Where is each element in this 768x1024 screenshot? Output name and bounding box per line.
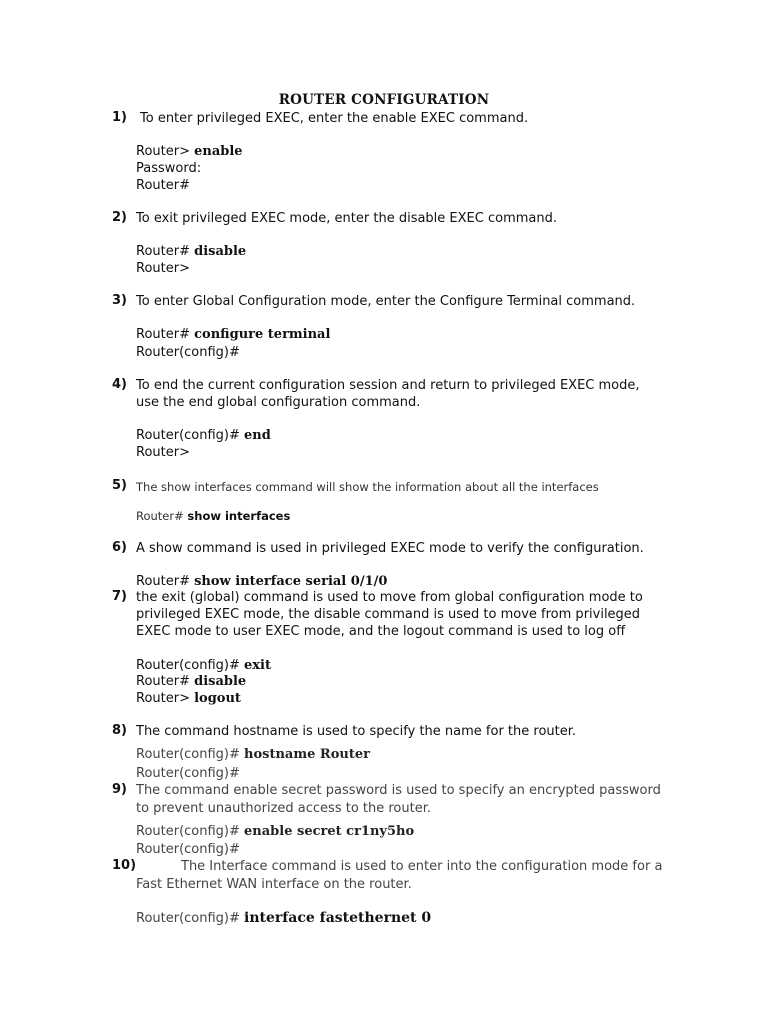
code-command: interface fastethernet 0 <box>244 910 432 926</box>
item-number: 1) <box>112 110 127 125</box>
code-line <box>136 177 190 194</box>
code-command: enable <box>194 144 243 159</box>
code-prompt: Router(config)# <box>136 747 245 762</box>
item-description: Fast Ethernet WAN interface on the router. <box>136 877 412 892</box>
code-prompt: Router# <box>136 244 195 259</box>
code-prompt: Router# <box>136 327 195 342</box>
item-description: The show interfaces command will show the information about all the interfaces <box>136 480 599 494</box>
code-prompt: Router(config)# <box>136 658 245 673</box>
code-line <box>136 841 240 858</box>
item-number: 3) <box>112 293 127 308</box>
item-description: The command hostname is used to specify the name for the router. <box>136 724 577 739</box>
page-title: ROUTER CONFIGURATION <box>278 92 490 108</box>
code-prompt: Router(config)# <box>136 824 245 839</box>
code-command: disable <box>194 674 247 689</box>
code-command: end <box>244 428 271 443</box>
item-number: 7) <box>112 589 127 604</box>
item-number: 2) <box>112 210 127 225</box>
code-command: show interfaces <box>187 509 291 523</box>
code-prompt: Router# <box>136 178 190 193</box>
code-line <box>136 143 243 160</box>
code-command: logout <box>194 691 241 706</box>
item-description: privileged EXEC mode, the disable command is used to move from privileged <box>136 607 641 622</box>
item-number: 5) <box>112 478 127 493</box>
item-description: The command enable secret password is used to specify an encrypted password <box>136 783 661 798</box>
item-description: To enter privileged EXEC, enter the enable EXEC command. <box>140 111 529 126</box>
item-description: To exit privileged EXEC mode, enter the disable EXEC command. <box>136 211 557 226</box>
code-line <box>136 326 330 343</box>
code-line <box>136 260 190 277</box>
code-prompt: Router(config)# <box>136 345 240 360</box>
code-command: disable <box>194 244 247 259</box>
code-command: show interface serial 0/1/0 <box>194 574 388 589</box>
item-description: EXEC mode to user EXEC mode, and the logout command is used to log off <box>136 624 626 639</box>
item-number: 8) <box>112 723 127 738</box>
item-description: To end the current configuration session and return to privileged EXEC mode, <box>136 378 640 393</box>
code-line <box>136 673 246 690</box>
code-prompt: Router# <box>136 574 195 589</box>
code-line <box>136 765 240 782</box>
code-line <box>136 823 414 840</box>
item-description: The Interface command is used to enter into the configuration mode for a <box>181 859 663 874</box>
code-prompt: Router> <box>136 691 195 706</box>
code-line <box>136 344 240 361</box>
code-prompt: Router(config)# <box>136 428 245 443</box>
code-line <box>136 910 431 927</box>
code-prompt: Router> <box>136 144 195 159</box>
item-number: 9) <box>112 782 127 797</box>
code-prompt: Router> <box>136 445 190 460</box>
item-number: 10) <box>112 858 137 873</box>
code-line <box>136 444 190 461</box>
item-number: 4) <box>112 377 127 392</box>
code-line <box>136 690 241 707</box>
item-description: the exit (global) command is used to move from global configuration mode to <box>136 590 643 605</box>
code-line <box>136 508 290 525</box>
code-prompt: Router> <box>136 261 190 276</box>
code-line <box>136 243 246 260</box>
code-line <box>136 746 370 763</box>
code-prompt: Router(config)# <box>136 766 240 781</box>
item-number: 6) <box>112 540 127 555</box>
item-description: use the end global configuration command. <box>136 395 421 410</box>
code-command: configure terminal <box>194 327 331 342</box>
item-description: A show command is used in privileged EXEC mode to verify the configuration. <box>136 541 644 556</box>
item-description: to prevent unauthorized access to the router. <box>136 801 432 816</box>
code-command: hostname Router <box>244 747 370 762</box>
item-description: To enter Global Configuration mode, enter the Configure Terminal command. <box>136 294 636 309</box>
code-line <box>136 573 387 590</box>
code-prompt: Router# <box>136 674 195 689</box>
code-prompt: Password: <box>136 161 202 176</box>
code-command: exit <box>244 658 271 673</box>
code-prompt: Router# <box>136 509 188 523</box>
code-line <box>136 657 271 674</box>
code-prompt: Router(config)# <box>136 842 240 857</box>
code-line <box>136 427 271 444</box>
code-line <box>136 160 201 177</box>
code-command: enable secret cr1ny5ho <box>244 824 415 839</box>
code-prompt: Router(config)# <box>136 911 245 926</box>
